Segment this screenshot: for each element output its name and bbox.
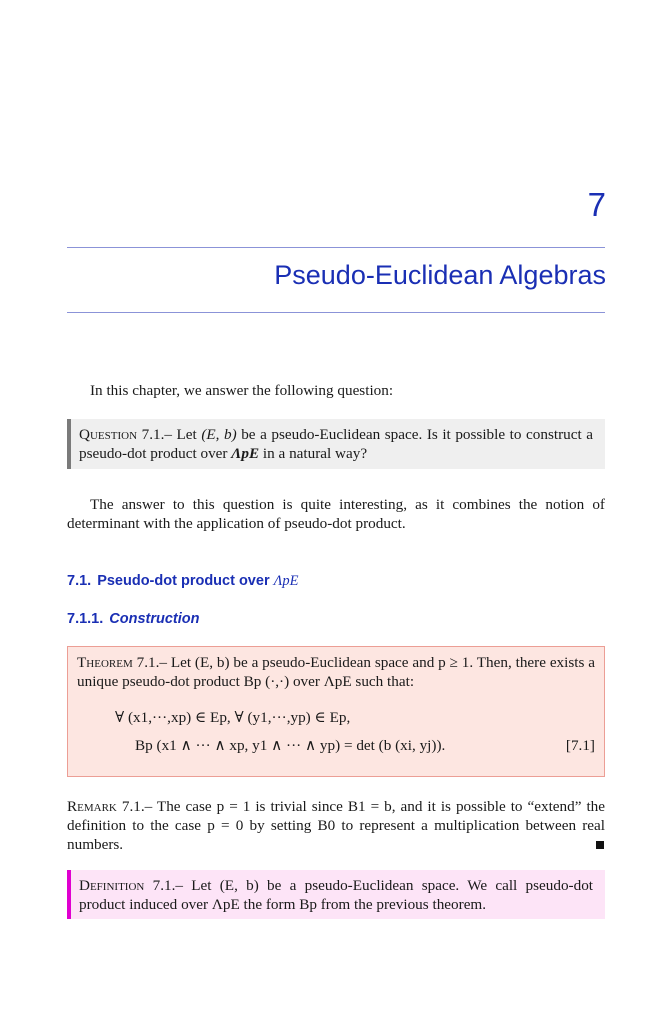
section-number: 7.1. [67, 573, 92, 589]
subsection-title: Construction [109, 611, 200, 627]
question-space: ΛpE [231, 445, 260, 462]
definition-number: 7.1.– [152, 877, 183, 894]
theorem-formula-2: Bp (x1 ∧ ··· ∧ xp, y1 ∧ ··· ∧ yp) = det (b (xi, yj)). [135, 737, 446, 754]
equation-tag: [7.1] [565, 737, 595, 754]
chapter-top-rule [67, 247, 605, 248]
answer-paragraph: The answer to this question is quite interesting, as it combines the notion of determinant with the application of pseudo-dot product. [67, 496, 605, 532]
question-label: Question [79, 426, 138, 443]
theorem-number: 7.1.– [136, 654, 167, 671]
theorem-box [67, 646, 605, 777]
question-pair: (E, b) [201, 426, 237, 443]
section-heading [67, 573, 298, 590]
end-of-remark-square [596, 841, 604, 849]
question-text-3: in a natural way? [259, 445, 368, 462]
remark-label: Remark [67, 798, 117, 815]
question-text-1: Let [171, 426, 202, 443]
section-title: Pseudo-dot product over [97, 573, 274, 589]
intro-paragraph: In this chapter, we answer the following question: [90, 382, 394, 399]
chapter-number: 7 [587, 186, 606, 223]
chapter-title: Pseudo-Euclidean Algebras [274, 260, 606, 290]
definition-box [67, 870, 605, 919]
remark-number: 7.1.– [121, 798, 153, 815]
definition-label: Definition [79, 877, 145, 894]
remark-text: The case p = 1 is trivial since B1 = b, and it is possible to “extend” the definition to the case p = 0 by setting B0 to represent a multiplication between real numbers. [67, 798, 605, 853]
chapter-bottom-rule [67, 312, 605, 313]
theorem-text: Let (E, b) be a pseudo-Euclidean space and p ≥ 1. Then, there exists a unique pseudo-dot product Bp (·,·) over ΛpE such that: [77, 654, 596, 690]
question-box [67, 419, 605, 469]
question-number: 7.1.– [141, 426, 172, 443]
theorem-label: Theorem [77, 654, 133, 671]
remark-paragraph [67, 797, 605, 854]
section-title-math: ΛpE [273, 573, 299, 589]
theorem-formula-1: ∀ (x1,···,xp) ∈ Ep, ∀ (y1,···,yp) ∈ Ep, [115, 709, 351, 726]
definition-text: Let (E, b) be a pseudo-Euclidean space. We call pseudo-dot product induced over ΛpE the form Bp from the previous theorem. [79, 877, 594, 913]
subsection-heading [67, 611, 200, 627]
question-text-2: be a pseudo-Euclidean space. Is it possible to construct a pseudo-dot product over [79, 426, 593, 462]
subsection-number: 7.1.1. [67, 611, 104, 627]
